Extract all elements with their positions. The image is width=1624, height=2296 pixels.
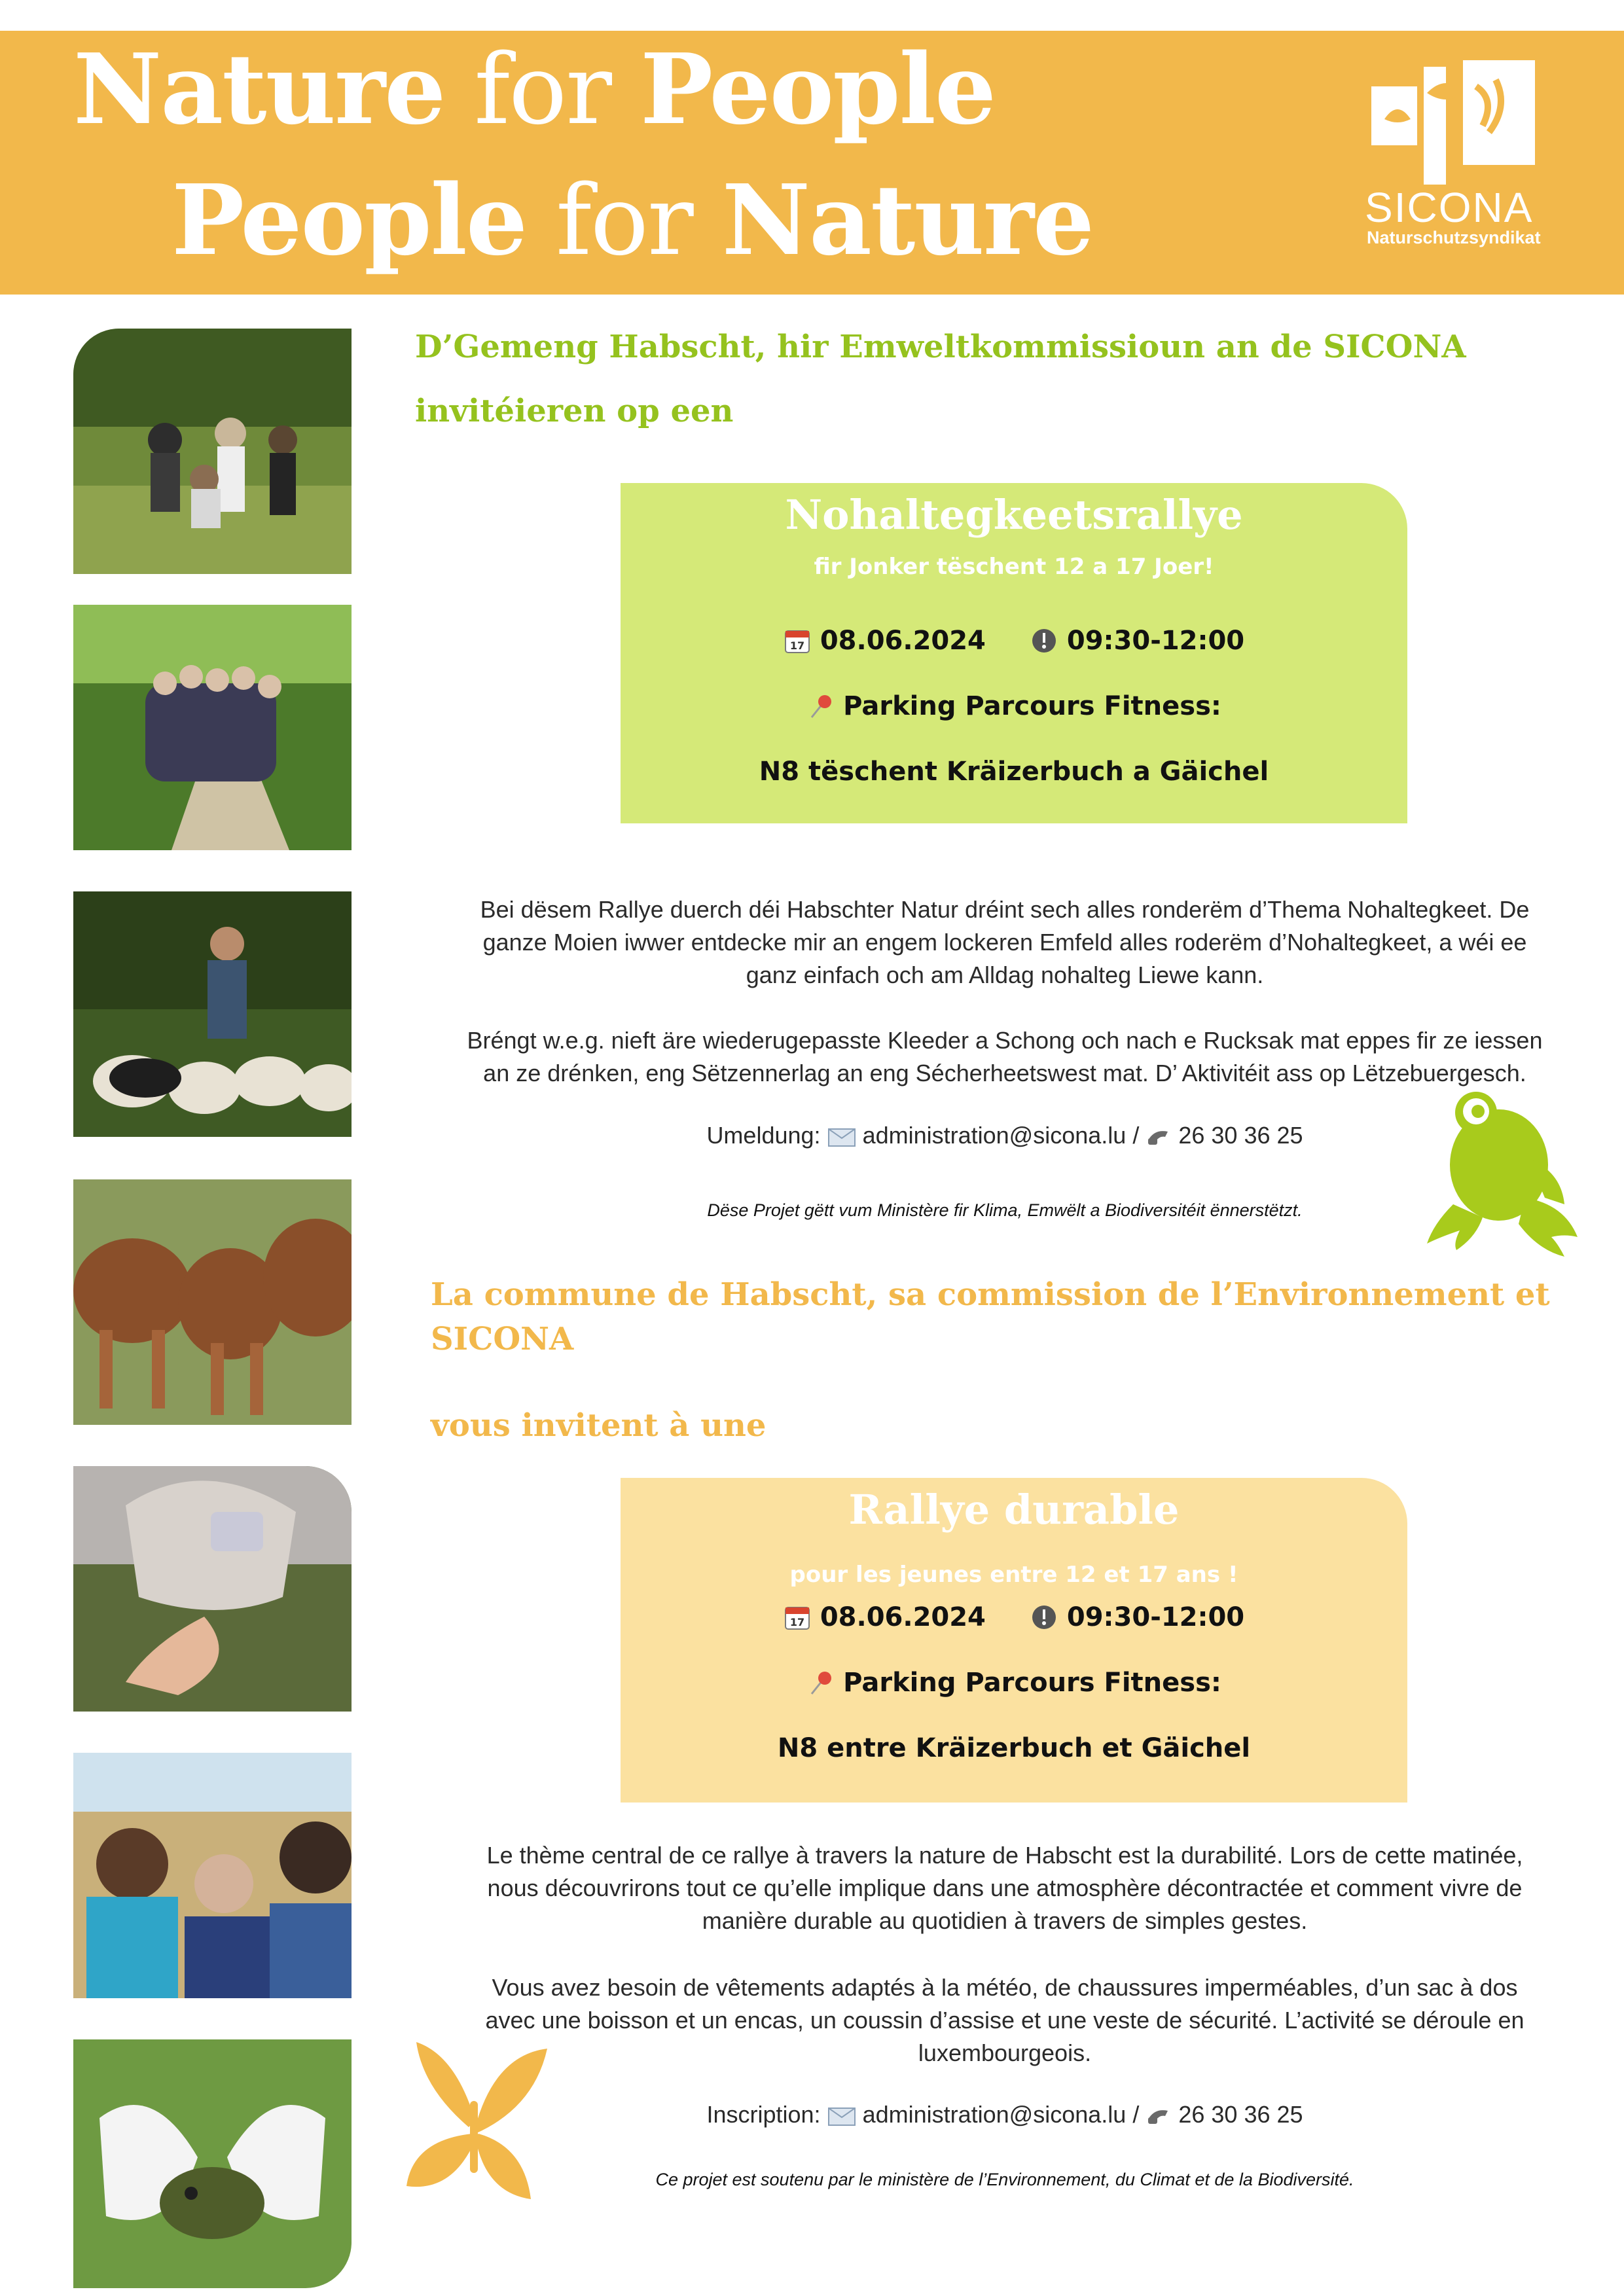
lux-event-date: 08.06.2024 <box>820 626 986 656</box>
fr-paragraph-1: Le thème central de ce rallye à travers la nature de Habscht est la durabilité. Lors de cette matinée, nous découvrirons tout ce qu’elle implique dans une atmosphère décontractée et comment vivre de manière durable au quotidien à travers de simples gestes. <box>486 1842 1523 1934</box>
photo-group-on-path <box>73 605 352 850</box>
logo-subtitle: Naturschutzsyndikat <box>1367 228 1541 247</box>
clock-icon <box>1030 627 1058 655</box>
email-icon <box>827 2104 856 2128</box>
pin-icon <box>806 1669 834 1696</box>
fr-event-subtitle: pour les jeunes entre 12 et 17 ans ! <box>789 1562 1238 1588</box>
fr-paragraph-2: Vous avez besoin de vêtements adaptés à la météo, de chaussures imperméables, d’un sac à dos avec une boisson et un encas, un coussin d’assise et une veste de sécurité. L’activité se déroule en luxembourgeois. <box>485 1974 1525 2066</box>
fr-intro-line-2: SICONA <box>431 1321 574 1357</box>
fr-contact: Inscription: administration@sicona.lu / 26 30 36 25 <box>706 2101 1303 2128</box>
lux-funding-note: Dëse Projet gëtt vum Ministère fir Klima, Emwëlt a Biodiversitéit ënnerstëtzt. <box>707 1200 1303 1220</box>
lux-event-place: Parking Parcours Fitness: <box>843 691 1221 721</box>
lux-phone[interactable]: 26 30 36 25 <box>1178 1122 1303 1149</box>
lux-intro-line-1: D’Gemeng Habscht, hir Emweltkommissioun an de SICONA <box>415 329 1466 365</box>
lux-event-datetime <box>621 626 1407 656</box>
lux-event-title: Nohaltegkeetsrallye <box>785 491 1243 539</box>
fr-event-place: Parking Parcours Fitness: <box>843 1668 1221 1698</box>
lux-paragraph-2: Bréngt w.e.g. nieft äre wiederugepasste Kleeder a Schong och nach e Rucksak mat eppes fir ze iessen an ze drénken, eng Sëtzennerlag an eng Sécherheetswest mat. D’ Aktivitéit ass op Lëtzebuergesch. <box>467 1027 1543 1086</box>
fr-phone[interactable]: 26 30 36 25 <box>1178 2101 1303 2128</box>
lux-event-box <box>621 483 1407 823</box>
fr-event-datetime <box>621 1602 1407 1632</box>
lux-event-location <box>621 691 1407 721</box>
photo-people-in-field <box>73 1753 352 1998</box>
photo-man-with-sheep <box>73 891 352 1137</box>
phone-icon <box>1146 2104 1172 2128</box>
photo-frog-in-hands <box>73 2039 352 2288</box>
svg-text:17: 17 <box>789 639 804 652</box>
fr-intro-line-1: La commune de Habscht, sa commission de l’Environnement et <box>431 1276 1550 1313</box>
lux-intro-line-2: invitéieren op een <box>415 393 734 429</box>
fr-intro-line-3: vous invitent à une <box>431 1407 767 1444</box>
fr-event-road: N8 entre Kräizerbuch et Gäichel <box>777 1733 1251 1763</box>
phone-icon <box>1146 1125 1172 1149</box>
lux-event-subtitle: fir Jonker tëschent 12 a 17 Joer! <box>814 554 1214 580</box>
photo-cows <box>73 1179 352 1425</box>
lux-event-time: 09:30-12:00 <box>1066 626 1245 656</box>
logo-name: SICONA <box>1365 184 1534 231</box>
fr-event-box <box>621 1478 1407 1803</box>
lux-event-road: N8 tëschent Kräizerbuch a Gäichel <box>759 757 1269 787</box>
lux-paragraph-1: Bei dësem Rallye duerch déi Habschter Natur dréint sech alles ronderëm d’Thema Nohaltegkeet. De ganze Moien iwwer entdecke mir an engem lockeren Emfeld alles roderëm d’Nohaltegkeet, a wéi ee ganz einfach och am Alldag nohalteg Liewe kann. <box>480 896 1530 988</box>
clock-icon <box>1030 1604 1058 1631</box>
pin-icon <box>806 692 834 720</box>
fr-event-title: Rallye durable <box>848 1486 1180 1534</box>
fr-event-location <box>621 1668 1407 1698</box>
calendar-icon <box>784 627 811 655</box>
fr-event-date: 08.06.2024 <box>820 1602 986 1632</box>
butterfly-icon <box>397 2029 554 2225</box>
svg-text:17: 17 <box>789 1616 804 1628</box>
fr-email-link[interactable]: administration@sicona.lu <box>862 2101 1127 2128</box>
lux-email-link[interactable]: administration@sicona.lu <box>862 1122 1127 1149</box>
calendar-icon <box>784 1604 811 1631</box>
fr-event-time: 09:30-12:00 <box>1066 1602 1245 1632</box>
frog-icon <box>1414 1086 1597 1270</box>
headline-line-2: People for Nature <box>171 163 1094 277</box>
lux-contact: Umeldung: administration@sicona.lu / 26 30 36 25 <box>706 1122 1303 1149</box>
photo-phone-insect <box>73 1466 352 1712</box>
headline-line-1: Nature for People <box>73 32 996 146</box>
email-icon <box>827 1125 856 1149</box>
fr-funding-note: Ce projet est soutenu par le ministère de l’Environnement, du Climat et de la Biodiversité. <box>655 2170 1354 2189</box>
photo-group-in-meadow <box>73 329 352 574</box>
